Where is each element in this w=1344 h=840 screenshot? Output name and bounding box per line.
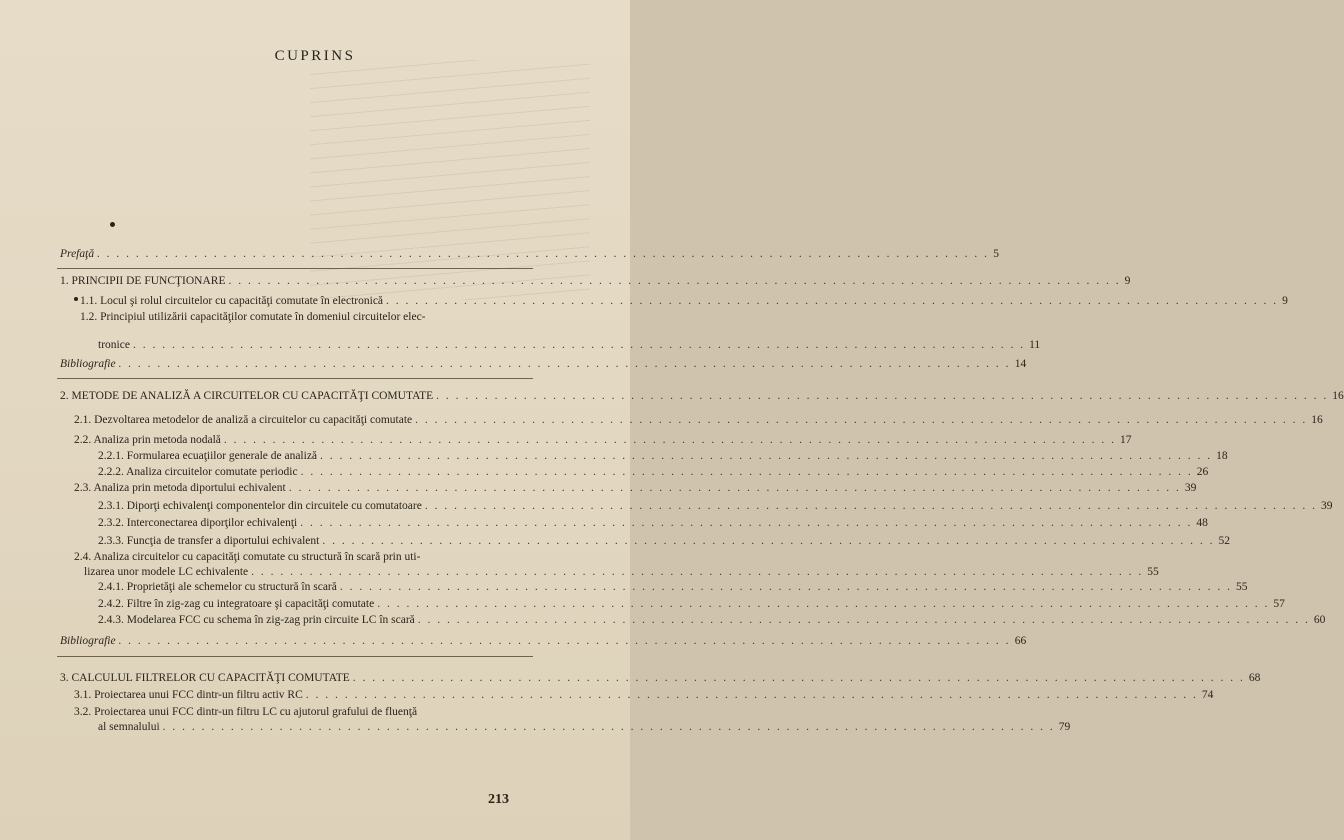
toc-entry-2-2-2[interactable] [98,465,1209,479]
toc-entry-2-3-2[interactable] [98,516,1208,530]
toc-page-number: 9 [1282,295,1288,307]
toc-entry-1-2-line1[interactable]: 1.2. Principiul utilizării capacităţilor comutate în domeniul circuitelor elec- [80,311,426,323]
toc-page-number: 11 [1029,339,1041,351]
toc-label: 2.3. Analiza prin metoda diportului echivalent [74,482,286,494]
page-title: CUPRINS [274,48,356,64]
toc-entry-chapter-1[interactable] [60,274,1131,288]
toc-label: 3. CALCULUL FILTRELOR CU CAPACITĂŢI COMUTATE [60,672,350,684]
toc-page-number: 79 [1058,721,1071,733]
toc-entry-bibliografie-1[interactable] [60,357,1027,371]
toc-page-number: 5 [993,248,999,260]
toc-entry-2-2-1[interactable] [98,449,1228,463]
toc-leader: . . . . . . . . . . . . . . . . . . . . . . . . . . . . . . . . . . . . . . . . . . . . . . . . . . . . . . . . . . . . . . . . . . . . . . . . . . . . . . . . . . . . . . . . . . . . [288,482,1181,494]
toc-page-number: 14 [1014,358,1027,370]
toc-page-number: 26 [1196,466,1209,478]
toc-entry-prefata[interactable] [60,247,999,261]
toc-leader: . . . . . . . . . . . . . . . . . . . . . . . . . . . . . . . . . . . . . . . . . . . . . . . . . . . . . . . . . . . . . . . . . . . . . . . . . . . . . . . . . . . . . . . . . . . . [352,672,1245,684]
toc-leader: . . . . . . . . . . . . . . . . . . . . . . . . . . . . . . . . . . . . . . . . . . . . . . . . . . . . . . . . . . . . . . . . . . . . . . . . . . . . . . . . . . . . . . . . . . . . [300,517,1193,529]
toc-entry-chapter-3[interactable] [60,671,1261,685]
page-folio-number: 213 [488,792,509,807]
toc-entry-2-4[interactable] [84,565,1159,579]
toc-label: 2.4.1. Proprietăţi ale schemelor cu structură în scară [98,581,337,593]
toc-leader: . . . . . . . . . . . . . . . . . . . . . . . . . . . . . . . . . . . . . . . . . . . . . . . . . . . . . . . . . . . . . . . . . . . . . . . . . . . . . . . . . . . . . . . . . . . . [436,390,1329,402]
toc-leader: . . . . . . . . . . . . . . . . . . . . . . . . . . . . . . . . . . . . . . . . . . . . . . . . . . . . . . . . . . . . . . . . . . . . . . . . . . . . . . . . . . . . . . . . . . . . [118,635,1011,647]
toc-entry-2-3[interactable] [74,481,1197,495]
toc-page-number: 74 [1201,689,1214,701]
toc-leader: . . . . . . . . . . . . . . . . . . . . . . . . . . . . . . . . . . . . . . . . . . . . . . . . . . . . . . . . . . . . . . . . . . . . . . . . . . . . . . . . . . . . . . . . . . . . [223,434,1117,446]
toc-entry-1-2[interactable] [98,338,1041,352]
toc-entry-1-1[interactable] [80,294,1288,308]
toc-page-number: 18 [1216,450,1228,462]
toc-label: 2.4.3. Modelarea FCC cu schema în zig-zag prin circuite LC în scară [98,614,415,626]
toc-leader: . . . . . . . . . . . . . . . . . . . . . . . . . . . . . . . . . . . . . . . . . . . . . . . . . . . . . . . . . . . . . . . . . . . . . . . . . . . . . . . . . . . . . . . . . . . . [377,598,1270,610]
toc-page-number: 52 [1218,535,1230,547]
toc-entry-2-1[interactable] [74,413,1323,427]
toc-page-number: 57 [1273,598,1285,610]
toc-entry-3-2[interactable] [98,720,1071,734]
toc-leader: . . . . . . . . . . . . . . . . . . . . . . . . . . . . . . . . . . . . . . . . . . . . . . . . . . . . . . . . . . . . . . . . . . . . . . . . . . . . . . . . . . . . . . . . . . . . [305,689,1198,701]
section-divider [57,656,533,657]
toc-entry-2-4-2[interactable] [98,597,1285,611]
toc-leader: . . . . . . . . . . . . . . . . . . . . . . . . . . . . . . . . . . . . . . . . . . . . . . . . . . . . . . . . . . . . . . . . . . . . . . . . . . . . . . . . . . . . . . . . . . . . [339,581,1232,593]
toc-page-number: 55 [1235,581,1248,593]
toc-leader: . . . . . . . . . . . . . . . . . . . . . . . . . . . . . . . . . . . . . . . . . . . . . . . . . . . . . . . . . . . . . . . . . . . . . . . . . . . . . . . . . . . . . . . . . . . . [228,275,1121,287]
toc-leader: . . . . . . . . . . . . . . . . . . . . . . . . . . . . . . . . . . . . . . . . . . . . . . . . . . . . . . . . . . . . . . . . . . . . . . . . . . . . . . . . . . . . . . . . . . . . [162,721,1055,733]
toc-leader: . . . . . . . . . . . . . . . . . . . . . . . . . . . . . . . . . . . . . . . . . . . . . . . . . . . . . . . . . . . . . . . . . . . . . . . . . . . . . . . . . . . . . . . . . . . . [97,248,990,260]
toc-leader: . . . . . . . . . . . . . . . . . . . . . . . . . . . . . . . . . . . . . . . . . . . . . . . . . . . . . . . . . . . . . . . . . . . . . . . . . . . . . . . . . . . . . . . . . . . . [386,295,1279,307]
toc-label: 2.1. Dezvoltarea metodelor de analiză a circuitelor cu capacităţi comutate [74,414,413,426]
toc-leader: . . . . . . . . . . . . . . . . . . . . . . . . . . . . . . . . . . . . . . . . . . . . . . . . . . . . . . . . . . . . . . . . . . . . . . . . . . . . . . . . . . . . . . . . . . . . [322,535,1215,547]
ink-mark [110,222,115,227]
toc-entry-2-4-line1[interactable]: 2.4. Analiza circuitelor cu capacităţi comutate cu structură în scară prin uti- [74,551,421,563]
toc-label: 2.2.1. Formularea ecuaţiilor generale de analiză [98,450,318,462]
toc-label: 2.2.2. Analiza circuitelor comutate periodic [98,466,298,478]
ink-mark [74,297,78,301]
toc-label: 2.4.2. Filtre în zig-zag cu integratoare şi capacităţi comutate [98,598,375,610]
toc-page-number: 9 [1124,275,1131,287]
toc-leader: . . . . . . . . . . . . . . . . . . . . . . . . . . . . . . . . . . . . . . . . . . . . . . . . . . . . . . . . . . . . . . . . . . . . . . . . . . . . . . . . . . . . . . . . . . . . [320,450,1213,462]
toc-page-number: 39 [1320,500,1333,512]
toc-label: 2.3.1. Diporţi echivalenţi componentelor din circuitele cu comutatoare [98,500,422,512]
toc-page-number: 68 [1248,672,1261,684]
toc-page-number: 48 [1196,517,1208,529]
toc-label: 1.1. Locul şi rolul circuitelor cu capacităţi comutate în electronică [80,295,384,307]
toc-page-number: 16 [1311,414,1323,426]
toc-entry-2-2[interactable] [74,433,1132,447]
bleed-through-texture [310,60,590,300]
toc-leader: . . . . . . . . . . . . . . . . . . . . . . . . . . . . . . . . . . . . . . . . . . . . . . . . . . . . . . . . . . . . . . . . . . . . . . . . . . . . . . . . . . . . . . . . . . . . [300,466,1193,478]
toc-leader: . . . . . . . . . . . . . . . . . . . . . . . . . . . . . . . . . . . . . . . . . . . . . . . . . . . . . . . . . . . . . . . . . . . . . . . . . . . . . . . . . . . . . . . . . . . . [251,566,1144,578]
toc-page-number: 55 [1147,566,1159,578]
toc-entry-bibliografie-2[interactable] [60,634,1027,648]
toc-label: 2. METODE DE ANALIZĂ A CIRCUITELOR CU CAPACITĂŢI COMUTATE [60,390,434,402]
toc-label: 3.1. Proiectarea unui FCC dintr-un filtru activ RC [74,689,303,701]
toc-label: 2.2. Analiza prin metoda nodală [74,434,221,446]
section-divider [57,378,533,379]
toc-entry-2-3-1[interactable] [98,499,1333,513]
toc-entry-2-4-3[interactable] [98,613,1326,627]
toc-entry-3-1[interactable] [74,688,1214,702]
toc-label: 2.3.3. Funcţia de transfer a diportului echivalent [98,535,320,547]
toc-leader: . . . . . . . . . . . . . . . . . . . . . . . . . . . . . . . . . . . . . . . . . . . . . . . . . . . . . . . . . . . . . . . . . . . . . . . . . . . . . . . . . . . . . . . . . . . . [118,358,1011,370]
toc-page-number: 60 [1313,614,1326,626]
toc-label: tronice [98,339,130,351]
toc-label: lizarea unor modele LC echivalente [84,566,249,578]
toc-entry-chapter-2[interactable] [60,389,1344,403]
toc-page-number: 66 [1014,635,1027,647]
toc-label: 2.3.2. Interconectarea diporţilor echivalenţi [98,517,298,529]
toc-leader: . . . . . . . . . . . . . . . . . . . . . . . . . . . . . . . . . . . . . . . . . . . . . . . . . . . . . . . . . . . . . . . . . . . . . . . . . . . . . . . . . . . . . . . . . . . . [132,339,1026,351]
toc-page-number: 17 [1120,434,1132,446]
toc-page-number: 39 [1184,482,1197,494]
toc-leader: . . . . . . . . . . . . . . . . . . . . . . . . . . . . . . . . . . . . . . . . . . . . . . . . . . . . . . . . . . . . . . . . . . . . . . . . . . . . . . . . . . . . . . . . . . . . [424,500,1317,512]
toc-leader: . . . . . . . . . . . . . . . . . . . . . . . . . . . . . . . . . . . . . . . . . . . . . . . . . . . . . . . . . . . . . . . . . . . . . . . . . . . . . . . . . . . . . . . . . . . . [417,614,1310,626]
toc-entry-2-4-1[interactable] [98,580,1248,594]
toc-label: Bibliografie [60,635,116,647]
toc-leader: . . . . . . . . . . . . . . . . . . . . . . . . . . . . . . . . . . . . . . . . . . . . . . . . . . . . . . . . . . . . . . . . . . . . . . . . . . . . . . . . . . . . . . . . . . . . [415,414,1308,426]
toc-entry-3-2-line1[interactable]: 3.2. Proiectarea unui FCC dintr-un filtru LC cu ajutorul grafului de fluenţă [74,706,418,718]
section-divider [57,268,533,269]
toc-label: 1. PRINCIPII DE FUNCŢIONARE [60,275,226,287]
toc-page-number: 16 [1332,390,1344,402]
toc-entry-2-3-3[interactable] [98,534,1230,548]
toc-label: Prefaţă [60,248,95,260]
toc-label: al semnalului [98,721,160,733]
toc-label: Bibliografie [60,358,116,370]
